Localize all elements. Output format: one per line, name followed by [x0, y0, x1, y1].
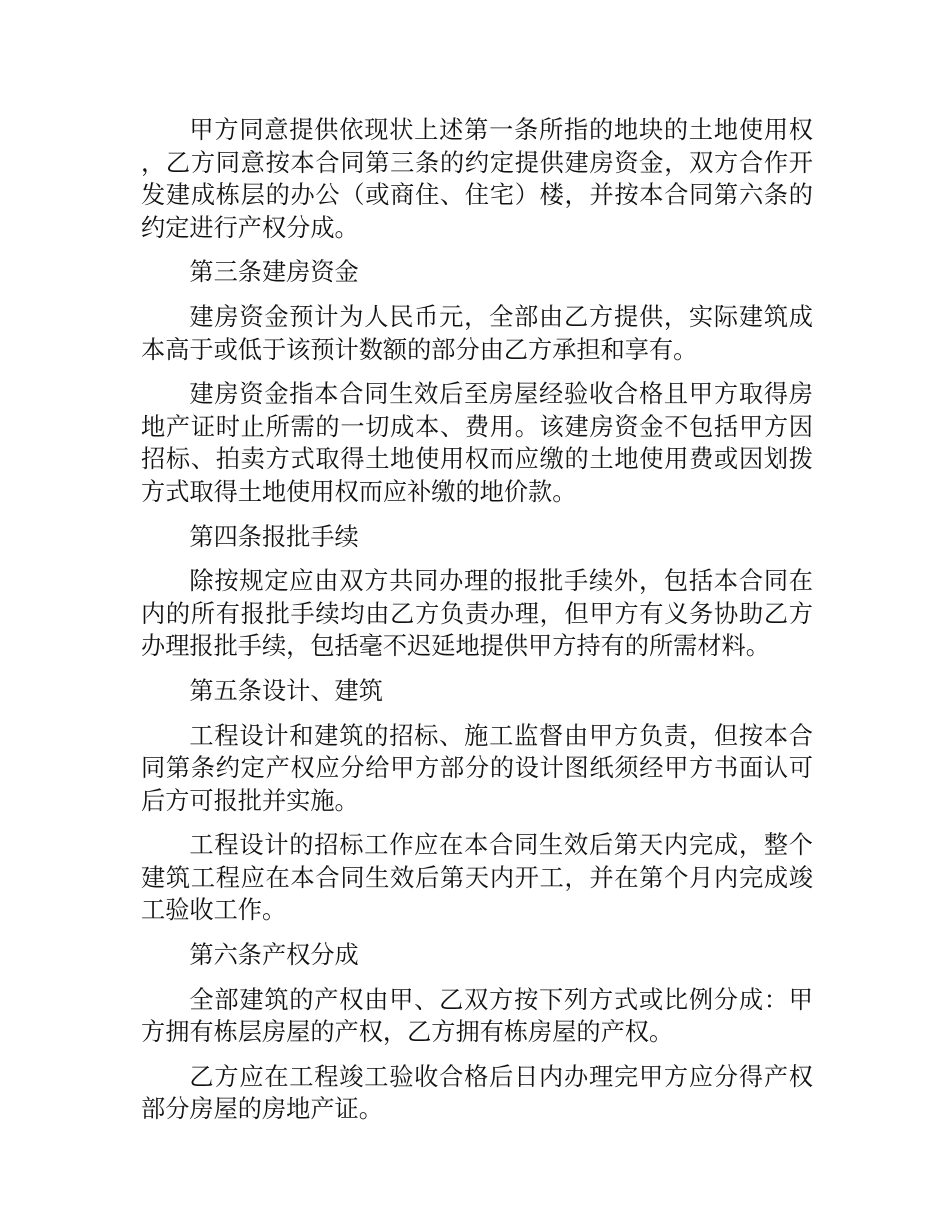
heading-article-4-approval: 第四条报批手续: [189, 522, 359, 551]
paragraph-design-supervision: 工程设计和建筑的招标、施工监督由甲方负责，但按本合同第条约定产权应分给甲方部分的设计图纸须经甲方书面认可后方可报批并实施。: [141, 721, 813, 815]
heading-article-5-design-construction: 第五条设计、建筑: [189, 676, 383, 705]
heading-article-3-building-funds: 第三条建房资金: [189, 258, 359, 287]
paragraph-design-schedule: 工程设计的招标工作应在本合同生效后第天内完成，整个建筑工程应在本合同生效后第天内开工，并在第个月内完成竣工验收工作。: [141, 831, 813, 925]
heading-article-6-property-division: 第六条产权分成: [189, 941, 359, 970]
paragraph-approval-procedures: 除按规定应由双方共同办理的报批手续外，包括本合同在内的所有报批手续均由乙方负责办理，但甲方有义务协助乙方办理报批手续，包括毫不迟延地提供甲方持有的所需材料。: [141, 567, 813, 661]
paragraph-property-certificate: 乙方应在工程竣工验收合格后日内办理完甲方应分得产权部分房屋的房地产证。: [141, 1062, 813, 1124]
paragraph-land-use-rights: 甲方同意提供依现状上述第一条所指的地块的土地使用权，乙方同意按本合同第三条的约定提供建房资金，双方合作开发建成栋层的办公（或商住、住宅）楼，并按本合同第六条的约定进行产权分成。: [141, 116, 813, 242]
paragraph-funds-definition: 建房资金指本合同生效后至房屋经验收合格且甲方取得房地产证时止所需的一切成本、费用。该建房资金不包括甲方因招标、拍卖方式取得土地使用权而应缴的土地使用费或因划拨方式取得土地使用权而应补缴的地价款。: [141, 380, 813, 506]
document-body: [141, 114, 813, 1138]
paragraph-funds-estimate: 建房资金预计为人民币元，全部由乙方提供，实际建筑成本高于或低于该预计数额的部分由乙方承担和享有。: [141, 302, 813, 364]
paragraph-property-ratio: 全部建筑的产权由甲、乙双方按下列方式或比例分成：甲方拥有栋层房屋的产权，乙方拥有栋房屋的产权。: [141, 985, 813, 1047]
